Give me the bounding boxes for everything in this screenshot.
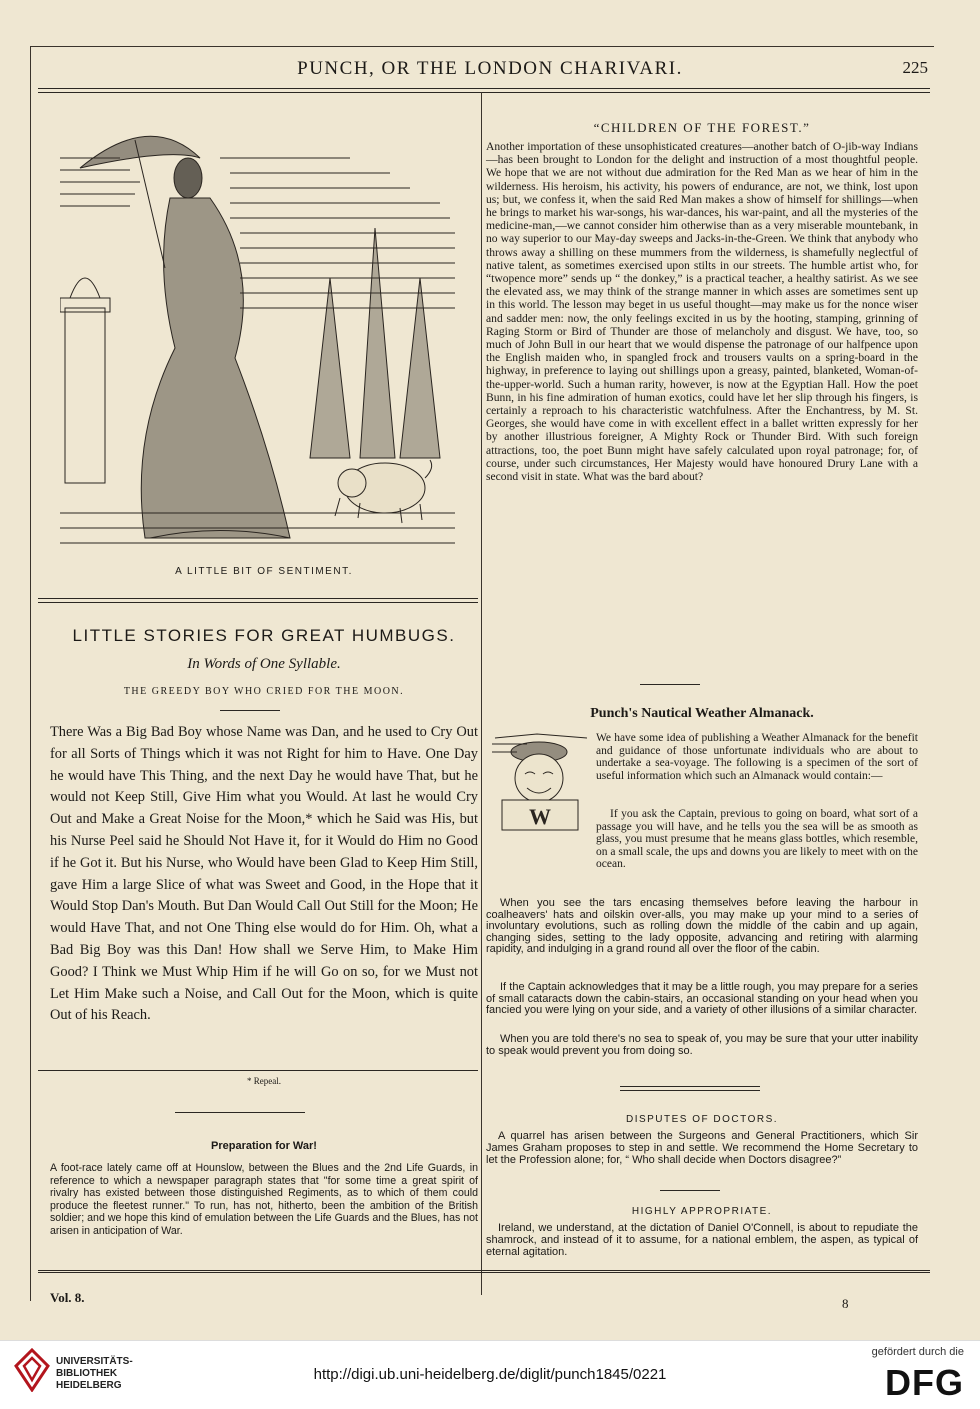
story-heading-rule (220, 710, 280, 711)
story-footnote-rule (38, 1070, 478, 1071)
page-url-link[interactable]: http://digi.ub.uni-heidelberg.de/diglit/punch1845/0221 (313, 1366, 667, 1383)
almanack-p4: When you are told there's no sea to speak of, you may be sure that your utter inability to speak would prevent you from doing so. (486, 1033, 918, 1057)
disputes-body: A quarrel has arisen between the Surgeons and General Practitioners, which Sir James Graham proposes to step in and settle. We recommend the Home Secretary to let the Profession alone; for, “ Who shall decide when Doctors disagree?” (486, 1130, 918, 1167)
funder-label: gefördert durch die (871, 1346, 964, 1358)
almanack-p3: If the Captain acknowledges that it may be a little rough, you may prepare for a series of small cataracts down the cabin-stairs, an occasional standing on your head when you fancied you were lying on your side, and a variety of other illusions of a similar character. (486, 981, 918, 1017)
section-rule (38, 598, 478, 603)
story-subtitle: In Words of One Syllable. (187, 656, 341, 672)
children-title: “CHILDREN OF THE FOREST.” (593, 120, 811, 135)
punch-face-icon (487, 730, 590, 835)
section-rule-6 (660, 1190, 720, 1191)
header-rule (38, 88, 930, 93)
section-rule-5 (620, 1090, 760, 1091)
disputes-title: DISPUTES OF DOCTORS. (625, 1114, 779, 1125)
story-footnote: * Repeal. (247, 1076, 281, 1086)
story-body: There Was a Big Bad Boy whose Name was Dan, and he used to Cry Out for all Sorts of Things which it was not Right for him to Have. One Day he would have This Thing, and the next Day he would have That, but he would not Keep Still, Give Him what you Would. At last he would Cry Out and Make a Great Noise for the Moon,* which he Said was His, but his Nurse Peel said he Should Not Have it, for it Would do Him no Good if he Got it. But his Nurse, who Would have been Glad to Keep Him Still, gave Him a large Slice of what was Sweet and Good, in the Hope that it Would Stop Dan's Mouth. But Dan Would Call Out Still for the Moon; He would Have That, and not One Thing else would do for Him. Oh, what a Bad Big Boy was this Dan! How shall we Serve Him, to Make Him Good? I Think we Must Whip Him if he will Go on so, for we Must not Let Him Make such a Noise, and Call Out for the Moon, which is quite Out of his Reach. (50, 724, 478, 1024)
almanack-intro: We have some idea of publishing a Weather Almanack for the benefit and guidance of those unfortunate individuals who are about to undertake a sea-voyage. The following is a specimen of the sort of useful information which such an Almanack would contain:— (596, 732, 918, 782)
preparation-body: A foot-race lately came off at Hounslow, between the Blues and the 2nd Life Guards, in reference to which a newspaper paragraph states that "for some time a great spirit of rivalry has existed between those distinguished Regiments, as to which of them could produce the fleetest runner." To run, has not, hitherto, been the ambition of the British soldier; and we hope this kind of emulation between the Life Guards and the Blues, has not arisen in anticipation of War. (50, 1162, 478, 1237)
page-number: 225 (902, 58, 928, 77)
bottom-rule (38, 1270, 930, 1273)
section-rule-3 (640, 684, 700, 685)
highly-body: Ireland, we understand, at the dictation of Daniel O'Connell, is about to repudiate the shamrock, and instead of it to assume, for a national emblem, the aspen, as typical of eternal agitation. (486, 1222, 918, 1259)
illustration-caption: A LITTLE BIT OF SENTIMENT. (175, 566, 353, 577)
highly-title: HIGHLY APPROPRIATE. (631, 1206, 773, 1217)
section-rule-4 (620, 1086, 760, 1087)
svg-text:W: W (529, 804, 551, 829)
column-divider (481, 92, 482, 1295)
story-title: LITTLE STORIES FOR GREAT HUMBUGS. (72, 626, 456, 645)
sentiment-illustration (60, 118, 460, 558)
section-rule-2 (175, 1112, 305, 1113)
almanack-p1-head: If you ask the Captain, previous to going on board, what sort of a passage you will have, and he tells you the sea will be as smooth as glass, you must presume that he means glass bottles, which resemble, on a small scale, the ups and downs you are likely to meet with on the ocean. (596, 808, 918, 871)
page-header-title: PUNCH, OR THE LONDON CHARIVARI. (297, 58, 683, 79)
university-name: UNIVERSITÄTS- BIBLIOTHEK HEIDELBERG (56, 1356, 133, 1391)
dfg-logo: DFG (885, 1362, 964, 1403)
almanack-title: Punch's Nautical Weather Almanack. (590, 706, 814, 721)
signature-mark: 8 (842, 1296, 849, 1311)
story-heading: THE GREEDY BOY WHO CRIED FOR THE MOON. (123, 686, 405, 697)
preparation-title: Preparation for War! (211, 1140, 317, 1152)
almanack-p2: When you see the tars encasing themselves before leaving the harbour in coalheavers' hats and oilskin over-alls, you may make up your mind to a series of involuntary evolutions, such as rolling down the middle of the cabin and up again, changing sides, setting to the lady opposite, advancing and retiring with alarming rapidity, and indulging in a grand round all over the floor of the cabin. (486, 897, 918, 956)
volume-label: Vol. 8. (50, 1290, 85, 1305)
children-body: Another importation of these unsophisticated creatures—another batch of O-jib-way Indians—has been brought to London for the delight and instruction of a most thoughtful people. We hope that we are not without due admiration for the Red Man as we hear of him in the wilderness. His heroism, his activity, his powers of endurance, are not, we think, lost upon us; but, we confess it, when the said Red Man makes a show of himself for shillings—when he brings to market his war-songs, his war-dances, his war-paint, and all the mysteries of the medicine-man,—we cannot consider him otherwise than as a very miserable mountebank, in no way superior to our May-day sweeps and Jacks-in-the-Green. We think that anybody who throws away a shilling on these mummers from the wilderness, is shamefully neglectful of native talent, as sometimes exercised upon stilts in our streets. The humble artist who, for “twopence more” sends up “ the donkey,” is a practical teacher, a healthy satirist. As we see the elevated ass, we may think of the strange manner in which asses are sometimes sent up in this world. The lesson may beget in us useful thought—may make us for the nonce wiser and sadder men: now, the only feelings excited in us by the hooting, stamping, grinning of Raging Storm or Bird of Thunder are those of melancholy and disgust. We have, too, so much of John Bull in our heart that we would dispense the patronage of our halfpence upon the English maiden who, in spangled frock and trousers vaults on a spring-board in the highway, in preference to laying out shillings upon a greasy, painted, blanketed, Woman-of-the-upper-world. Such a human rarity, however, is now at the Egyptian Hall. How the poet Bunn, in his fine admiration of human exotics, could have let her slip through his fingers, is certainly a reproach to his characteristic watchfulness. After the Enchantress, by M. St. Georges, she would have come in with excellent effect in a ballet written expressly for her by another illustrious foreigner, A Mighty Rock or Thunder Bird. With such foreign attractions, too, the poet Bunn might have safely calculated upon royal patronage; for, of course, under such circumstances, Her Majesty would have honoured Drury Lane with a second visit in state. What was the bard about? (486, 140, 918, 484)
